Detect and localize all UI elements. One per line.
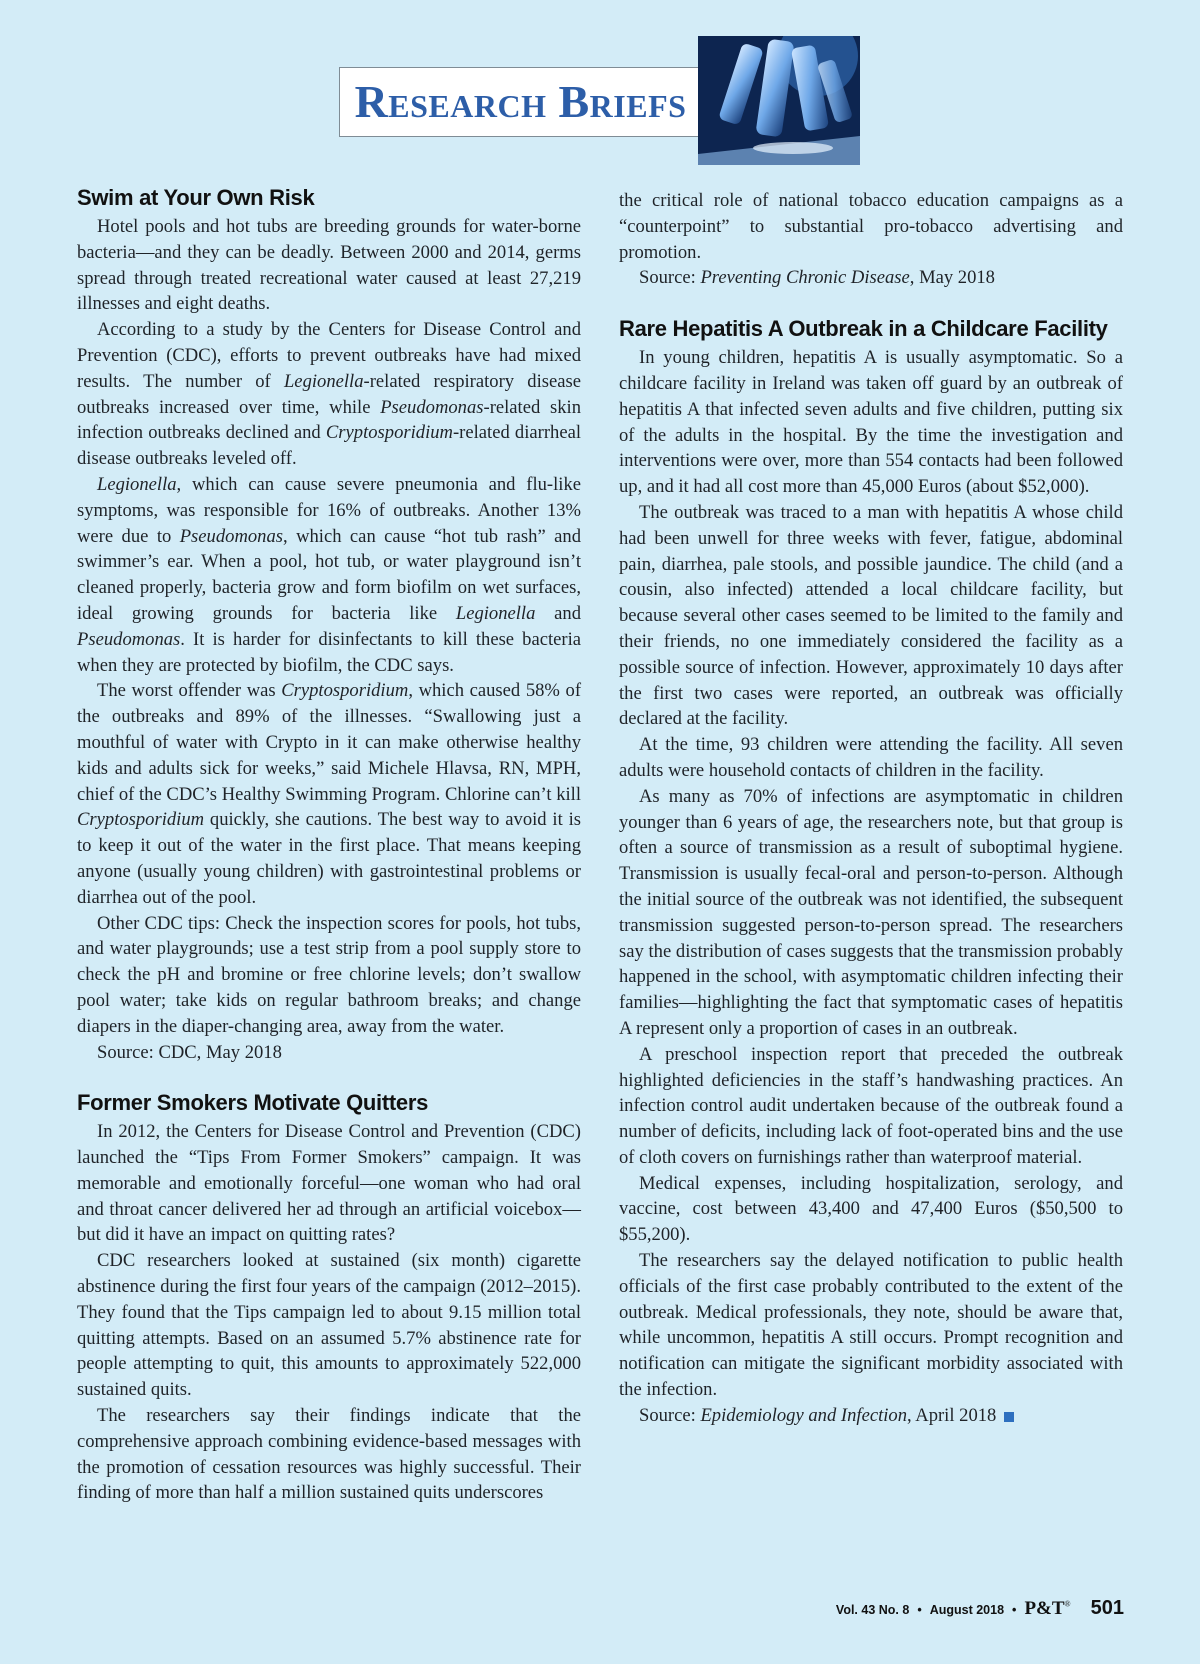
footer-separator: •	[1012, 1603, 1017, 1617]
paragraph: The researchers say their findings indicate that the comprehensive approach combining evidence-based messages with the promotion of cessation resources was highly successful. Their finding of more than half a million sustained quits underscores	[77, 1405, 581, 1504]
footer-separator: •	[917, 1603, 922, 1617]
journal-brand: P&T®	[1024, 1598, 1071, 1619]
page-footer	[836, 1597, 1124, 1620]
paragraph: Legionella, which can cause severe pneumonia and flu-like symptoms, was responsible for 16% of outbreaks. Another 13% were due to Pseudomonas, which can cause “hot tub rash” and swimmer’s ear. When a pool, hot tub, or water playground isn’t cleaned properly, bacteria grow and form biofilm on wet surfaces, ideal growing grounds for bacteria like Legionella and Pseudomonas. It is harder for disinfectants to kill these bacteria when they are protected by biofilm, the CDC says.	[77, 473, 581, 676]
paragraph: According to a study by the Centers for Disease Control and Prevention (CDC), efforts to prevent outbreaks have had mixed results. The number of Legionella-related respiratory disease outbreaks increased over time, while Pseudomonas-related skin infection outbreaks declined and Cryptosporidium-related diarrheal disease outbreaks leveled off.	[77, 319, 581, 470]
paragraph: The worst offender was Cryptosporidium, which caused 58% of the outbreaks and 89% of the illnesses. “Swallowing just a mouthful of water with Crypto in it can make otherwise healthy kids and adults sick for weeks,” said Michele Hlavsa, RN, MPH, chief of the CDC’s Healthy Swimming Program. Chlorine can’t kill Cryptosporidium quickly, she cautions. The best way to avoid it is to keep it out of the water in the first place. That means keeping anyone (usually young children) with gastrointestinal problems or diarrhea out of the pool.	[77, 680, 582, 908]
microscope-photo	[698, 36, 860, 165]
end-mark-icon	[1004, 1412, 1014, 1422]
page-number: 501	[1090, 1597, 1124, 1619]
paragraph: The researchers say the delayed notification to public health officials of the first case probably contributed to the extent of the outbreak. Medical professionals, they note, should be aware that, while uncommon, hepatitis A still occurs. Prompt recognition and notification can mitigate the significant morbidity associated with the infection.	[619, 1250, 1123, 1401]
paragraph: In young children, hepatitis A is usually asymptomatic. So a childcare facility in Ireland was taken off guard by an outbreak of hepatitis A that infected seven adults and five children, putting six of the adults in the hospital. By the time the investigation and interventions were over, more than 554 contacts had been followed up, and it had all cost more than 45,000 Euros (about $52,000).	[619, 347, 1123, 498]
article-swim	[77, 184, 581, 1065]
paragraph: As many as 70% of infections are asymptomatic in children younger than 6 years of age, the researchers note, but that group is often a source of transmission as a result of suboptimal hygiene. Transmission is usually fecal-oral and person-to-person. Although the initial source of the outbreak was not identified, the subsequent transmission suggested person-to-person spread. The researchers say the distribution of cases suggests that the transmission probably happened in the school, with asymptomatic children infecting their families—highlighting the fact that symptomatic cases of hepatitis A represent only a proportion of cases in an outbreak.	[619, 785, 1123, 1039]
article-heading: Swim at Your Own Risk	[77, 185, 315, 210]
masthead	[339, 67, 702, 137]
paragraph: the critical role of national tobacco education campaigns as a “counterpoint” to substantial pro-tobacco advertising and promotion.	[619, 190, 1123, 263]
article-smokers	[77, 1089, 581, 1506]
paragraph: At the time, 93 children were attending the facility. All seven adults were household contacts of children in the facility.	[619, 734, 1123, 781]
right-column	[619, 188, 1123, 1453]
footer-date: August 2018	[929, 1603, 1005, 1617]
paragraph: Medical expenses, including hospitalization, serology, and vaccine, cost between 43,400 and 47,400 Euros ($50,500 to $55,200).	[619, 1172, 1123, 1246]
paragraph: The outbreak was traced to a man with hepatitis A whose child had been unwell for three weeks with fever, fatigue, abdominal pain, diarrhea, pale stools, and possible jaundice. The child (and a cousin, also infected) attended a local childcare facility, but because several other cases seemed to be limited to the family and their friends, no one immediately considered the facility as a possible source of infection. However, approximately 10 days after the first two cases were reported, an outbreak was officially declared at the facility.	[619, 501, 1123, 730]
article-heading: Rare Hepatitis A Outbreak in a Childcare Facility	[619, 316, 1108, 342]
paragraph: Other CDC tips: Check the inspection scores for pools, hot tubs, and water playgrounds; use a test strip from a pool supply store to check the pH and bromine or free chlorine levels; don’t swallow pool water; take kids on regular bathroom breaks; and change diapers in the diaper-changing area, away from the water.	[77, 912, 581, 1037]
paragraph: In 2012, the Centers for Disease Control and Prevention (CDC) launched the “Tips From Former Smokers” campaign. It was memorable and emotionally forceful—one woman who had oral and throat cancer delivered her ad through an artificial voicebox—but did it have an impact on quitting rates?	[77, 1121, 581, 1246]
source-line: Source: Epidemiology and Infection, April 2018	[619, 1403, 1123, 1429]
article-hepatitis	[619, 315, 1123, 1428]
microscope-illustration	[698, 36, 860, 165]
source-line: Source: CDC, May 2018	[97, 1041, 282, 1063]
left-column	[77, 184, 581, 1530]
paragraph: Hotel pools and hot tubs are breeding grounds for water-borne bacteria—and they can be deadly. Between 2000 and 2014, germs spread through treated recreational water caused at least 27,219 illnesses and eight deaths.	[77, 216, 581, 315]
article-heading: Former Smokers Motivate Quitters	[77, 1090, 429, 1116]
masthead-title: Research Briefs	[354, 76, 687, 127]
article-smokers-continued	[619, 188, 1123, 291]
footer-volume: Vol. 43 No. 8	[835, 1603, 910, 1617]
source-line: Source: Preventing Chronic Disease, May 2018	[639, 267, 995, 289]
paragraph: A preschool inspection report that preceded the outbreak highlighted deficiencies in the staff’s handwashing practices. An infection control audit undertaken because of the outbreak found a number of deficits, including lack of foot-operated bins and the use of cloth covers on furnishings rather than waterproof material.	[619, 1043, 1123, 1168]
paragraph: CDC researchers looked at sustained (six month) cigarette abstinence during the first four years of the campaign (2012–2015). They found that the Tips campaign led to about 9.15 million total quitting attempts. Based on an assumed 5.7% abstinence rate for people attempting to quit, this amounts to approximately 522,000 sustained quits.	[77, 1250, 581, 1401]
